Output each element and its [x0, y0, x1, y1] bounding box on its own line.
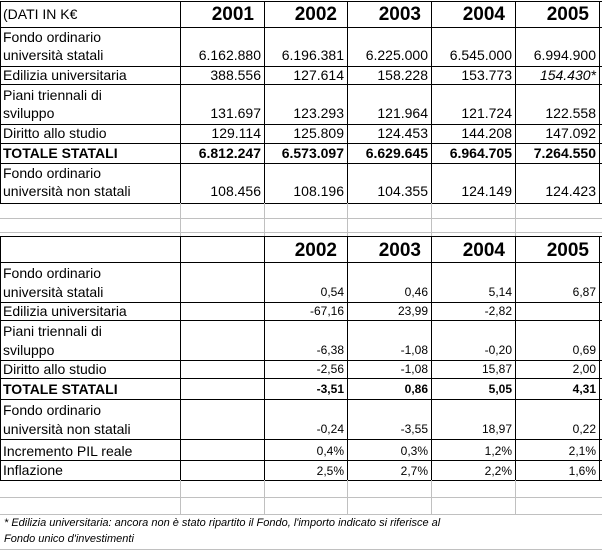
- table-cell: -6,38: [316, 343, 344, 357]
- table-cell: 122.558: [545, 105, 596, 121]
- table-cell: 2,2%: [484, 464, 512, 478]
- row-label: Piani triennali di: [3, 323, 102, 339]
- table-cell: 2,7%: [400, 464, 428, 478]
- grid-line: [0, 320, 602, 321]
- row-label: Diritto allo studio: [3, 125, 107, 141]
- row-label: Piani triennali di: [3, 87, 102, 103]
- grid-line: [599, 236, 600, 480]
- table-cell: 2,00: [572, 362, 596, 376]
- grid-line: [0, 1, 1, 203]
- table-cell: -67,16: [309, 304, 344, 318]
- year-header: 2004: [462, 4, 505, 25]
- year-header: 2003: [378, 4, 421, 25]
- grid-line: [431, 480, 432, 514]
- table-cell: 123.293: [293, 105, 344, 121]
- grid-line: [0, 262, 602, 263]
- table-cell: 6.545.000: [449, 47, 512, 63]
- table-cell: 2,1%: [568, 444, 596, 458]
- table-cell: -2,82: [484, 304, 512, 318]
- grid-line: [0, 27, 602, 28]
- grid-line: [0, 143, 602, 144]
- row-label: sviluppo: [3, 342, 55, 358]
- table-cell: 0,3%: [400, 444, 428, 458]
- table-cell: 6.812.247: [198, 145, 261, 161]
- table-cell: 15,87: [481, 362, 512, 376]
- table-cell: 6.196.381: [281, 47, 344, 63]
- table-cell: 0,22: [572, 422, 596, 436]
- table-cell: 6,87: [572, 285, 596, 299]
- year-header: 2002: [294, 4, 337, 25]
- table-cell: 121.724: [461, 105, 512, 121]
- row-label: Incremento PIL reale: [3, 443, 133, 459]
- table-cell: -3,55: [400, 422, 428, 436]
- row-label: Edilizia universitaria: [3, 67, 127, 83]
- row-label: università statali: [3, 47, 104, 63]
- row-label: TOTALE STATALI: [3, 381, 118, 397]
- table-cell: 124.423: [545, 183, 596, 199]
- grid-line: [0, 84, 602, 85]
- row-label: TOTALE STATALI: [3, 145, 118, 161]
- grid-line: [515, 1, 516, 203]
- table-cell: 6.573.097: [281, 145, 344, 161]
- grid-line: [264, 480, 265, 514]
- table-cell: 6.629.645: [365, 145, 428, 161]
- footnote: * Edilizia universitaria: ancora non è stato ripartito il Fondo, l'importo indicato si riferisce al: [4, 517, 441, 529]
- year-header: 2004: [462, 240, 505, 261]
- table-cell: 127.614: [293, 67, 344, 83]
- table-cell: 124.453: [377, 125, 428, 141]
- table-cell: 6.225.000: [365, 47, 428, 63]
- table-cell: 2,5%: [316, 464, 344, 478]
- grid-line: [0, 203, 602, 204]
- table-cell: 18,97: [481, 422, 512, 436]
- row-label: Fondo ordinario: [3, 402, 102, 418]
- table-cell: 4,31: [572, 382, 596, 396]
- grid-line: [0, 378, 602, 379]
- table-cell: -0,24: [316, 422, 344, 436]
- year-header: 2005: [546, 4, 589, 25]
- grid-line: [515, 480, 516, 514]
- grid-line: [0, 399, 602, 400]
- grid-line: [347, 203, 348, 236]
- grid-line: [264, 203, 265, 236]
- unit-label: (DATI IN K€: [3, 6, 78, 22]
- grid-line: [0, 480, 602, 481]
- table-cell: 154.430*: [539, 67, 596, 83]
- grid-line: [180, 480, 181, 514]
- grid-line: [0, 439, 602, 440]
- table-cell: 0,86: [404, 382, 428, 396]
- grid-line: [264, 1, 265, 203]
- year-header: 2005: [546, 240, 589, 261]
- row-label: università non statali: [3, 421, 131, 437]
- year-header: 2003: [378, 240, 421, 261]
- grid-line: [180, 1, 181, 203]
- grid-line: [347, 1, 348, 203]
- table-cell: 0,54: [320, 285, 344, 299]
- grid-line: [0, 232, 602, 233]
- table-cell: 0,4%: [316, 444, 344, 458]
- grid-line: [180, 203, 181, 236]
- table-cell: -2,56: [316, 362, 344, 376]
- table-cell: 121.964: [377, 105, 428, 121]
- row-label: Edilizia universitaria: [3, 303, 127, 319]
- grid-line: [347, 480, 348, 514]
- table-cell: 125.809: [293, 125, 344, 141]
- table-cell: 108.456: [210, 183, 261, 199]
- year-header: 2002: [294, 240, 337, 261]
- table-cell: 153.773: [461, 67, 512, 83]
- table-cell: 5,14: [488, 285, 512, 299]
- row-label: Diritto allo studio: [3, 361, 107, 377]
- table-cell: 0,46: [404, 285, 428, 299]
- year-header: 2001: [211, 4, 254, 25]
- grid-line: [431, 1, 432, 203]
- footnote: Fondo unico d'investimenti: [4, 533, 134, 545]
- table-cell: 7.264.550: [533, 145, 596, 161]
- grid-line: [0, 460, 602, 461]
- table-cell: -0,20: [484, 343, 512, 357]
- grid-line: [0, 1, 602, 2]
- row-label: università statali: [3, 284, 104, 300]
- table-cell: 1,6%: [568, 464, 596, 478]
- table-cell: 388.556: [210, 67, 261, 83]
- table-cell: -1,08: [400, 362, 428, 376]
- grid-line: [0, 236, 602, 237]
- grid-line: [180, 236, 181, 480]
- grid-line: [0, 218, 602, 219]
- row-label: Fondo ordinario: [3, 29, 102, 45]
- table-cell: 108.196: [293, 183, 344, 199]
- grid-line: [0, 163, 602, 164]
- table-cell: 144.208: [461, 125, 512, 141]
- row-label: sviluppo: [3, 105, 55, 121]
- table-cell: 124.149: [461, 183, 512, 199]
- table-cell: 131.697: [210, 105, 261, 121]
- table-cell: 6.162.880: [198, 47, 261, 63]
- row-label: Fondo ordinario: [3, 165, 102, 181]
- row-label: Fondo ordinario: [3, 265, 102, 281]
- table-cell: 129.114: [211, 125, 261, 141]
- table-cell: 0,69: [572, 343, 596, 357]
- row-label: Inflazione: [3, 462, 63, 478]
- table-cell: 5,05: [488, 382, 512, 396]
- table-cell: 147.092: [545, 125, 596, 141]
- table-cell: -3,51: [316, 382, 344, 396]
- table-cell: 6.964.705: [449, 145, 512, 161]
- grid-line: [0, 236, 1, 480]
- grid-line: [599, 1, 600, 203]
- table-cell: 6.994.900: [533, 47, 596, 63]
- grid-line: [515, 203, 516, 236]
- table-cell: -1,08: [400, 343, 428, 357]
- table-cell: 23,99: [397, 304, 428, 318]
- table-cell: 158.228: [377, 67, 428, 83]
- table-cell: 1,2%: [484, 444, 512, 458]
- row-label: università non statali: [3, 183, 131, 199]
- grid-line: [0, 497, 602, 498]
- grid-line: [431, 203, 432, 236]
- table-cell: 104.355: [377, 183, 428, 199]
